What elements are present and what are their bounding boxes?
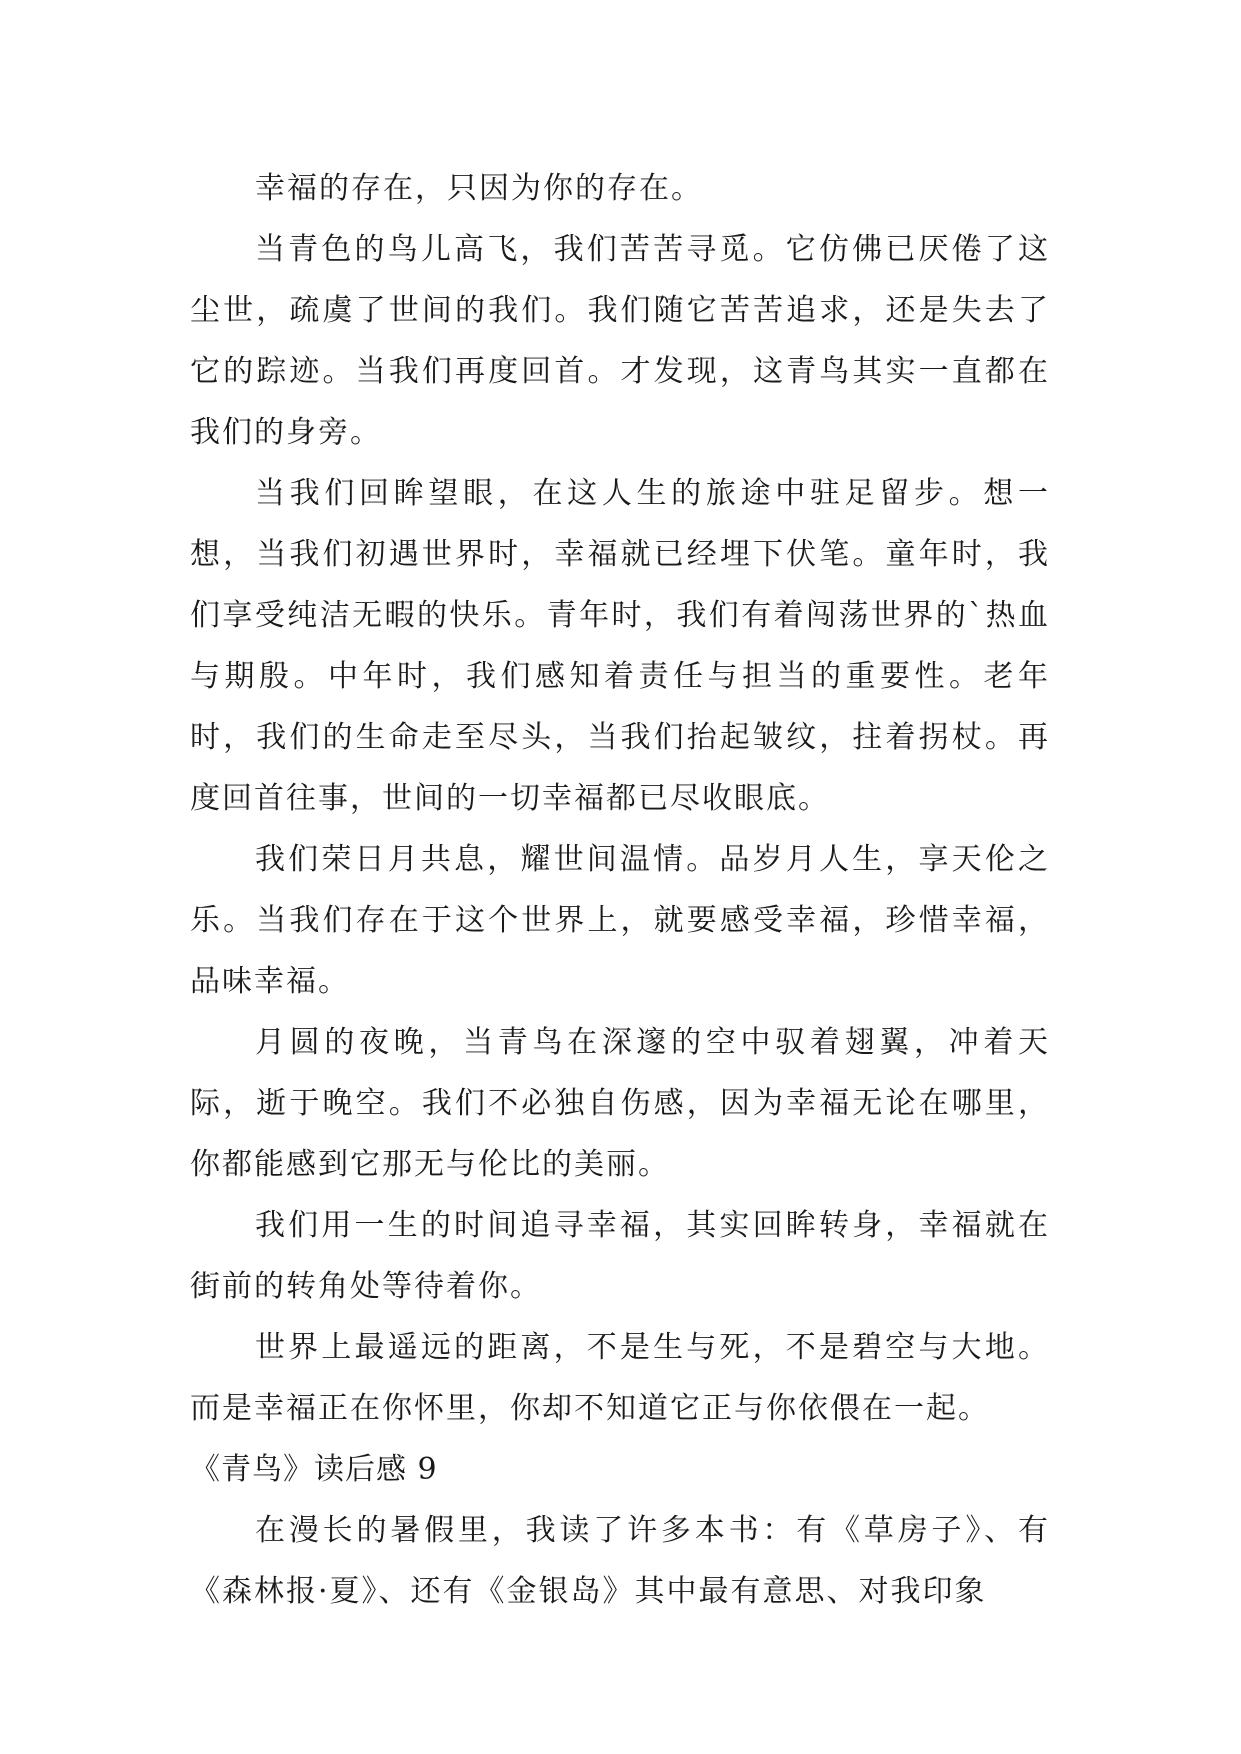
section-heading: 《青鸟》读后感 9	[190, 1452, 438, 1487]
paragraph: 当我们回眸望眼，在这人生的旅途中驻足留步。想一想，当我们初遇世界时，幸福就已经埋下伏笔。童年时，我们享受纯洁无暇的快乐。青年时，我们有着闯荡世界的`热血与期殷。中年时，我们感知着责任与担当的重要性。老年时，我们的生命走至尽头，当我们抬起皱纹，拄着拐杖。再度回首往事，世间的一切幸福都已尽收眼底。	[190, 476, 1050, 816]
document-body	[190, 158, 1050, 1622]
paragraph: 在漫长的暑假里，我读了许多本书：有《草房子》、有《森林报·夏》、还有《金银岛》其中最有意思、对我印象	[190, 1513, 1050, 1609]
paragraph: 我们用一生的时间追寻幸福，其实回眸转身，幸福就在街前的转角处等待着你。	[190, 1208, 1050, 1304]
paragraph: 当青色的鸟儿高飞，我们苦苦寻觅。它仿佛已厌倦了这尘世，疏虞了世间的我们。我们随它苦苦追求，还是失去了它的踪迹。当我们再度回首。才发现，这青鸟其实一直都在我们的身旁。	[190, 232, 1050, 450]
paragraph: 月圆的夜晚，当青鸟在深邃的空中驭着翅翼，冲着天际，逝于晚空。我们不必独自伤感，因为幸福无论在哪里，你都能感到它那无与伦比的美丽。	[190, 1025, 1050, 1182]
paragraph: 幸福的存在，只因为你的存在。	[255, 171, 703, 206]
paragraph: 我们荣日月共息，耀世间温情。品岁月人生，享天伦之乐。当我们存在于这个世界上，就要感受幸福，珍惜幸福，品味幸福。	[190, 842, 1050, 999]
paragraph: 世界上最遥远的距离，不是生与死，不是碧空与大地。而是幸福正在你怀里，你却不知道它正与你依偎在一起。	[190, 1330, 1050, 1426]
